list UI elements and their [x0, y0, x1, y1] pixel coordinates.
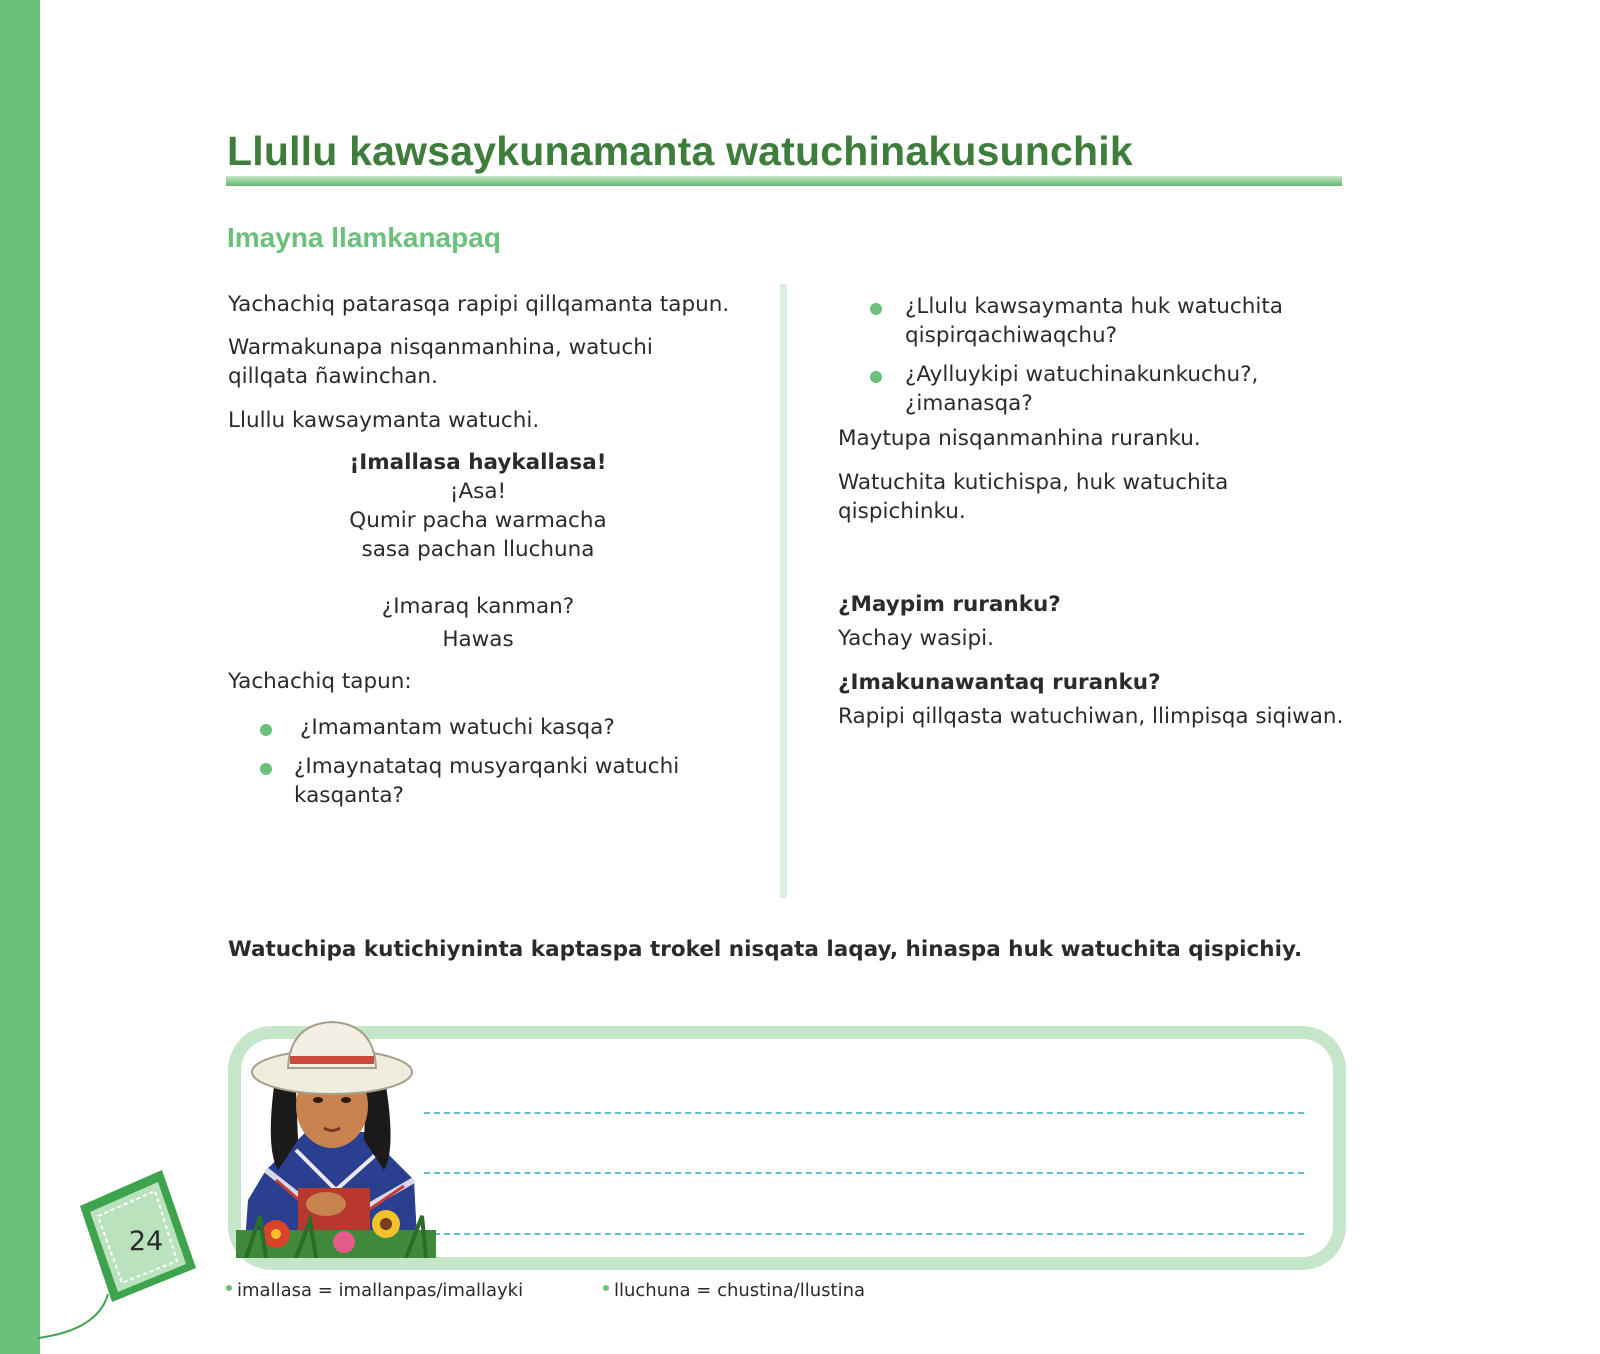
- footnote-dot: [226, 1285, 232, 1291]
- column-divider: [780, 284, 787, 898]
- writing-line-1[interactable]: [424, 1112, 1304, 1114]
- riddle-poem: [228, 448, 728, 654]
- bullet-dot: [870, 371, 882, 383]
- bullet-dot: [260, 763, 272, 775]
- riddle-line-3: Qumir pacha warmacha: [349, 508, 607, 533]
- footnote-1: [226, 1280, 523, 1301]
- footnote-2: [603, 1280, 865, 1301]
- riddle-line-2: ¡Asa!: [449, 479, 507, 504]
- paragraph-2: Warmakunapa nisqanmanhina, watuchi qillqata ñawinchan.: [228, 335, 653, 389]
- paragraph-1: Yachachiq patarasqa rapipi qillqamanta tapun.: [228, 292, 730, 317]
- writing-line-3[interactable]: [424, 1233, 1304, 1235]
- where-question: ¿Maypim ruranku?: [838, 592, 1061, 617]
- left-side-bar: [0, 0, 40, 1354]
- paragraph-3: Llullu kawsaymanta watuchi.: [228, 408, 540, 433]
- paragraph-4: Maytupa nisqanmanhina ruranku.: [838, 426, 1201, 451]
- where-answer: Yachay wasipi.: [838, 626, 994, 651]
- section-subtitle: Imayna llamkanapaq: [227, 222, 501, 253]
- kite-string: [38, 1294, 118, 1354]
- activity-instruction: Watuchipa kutichiyninta kaptaspa trokel nisqata laqay, hinaspa huk watuchita qispichiy.: [228, 937, 1303, 962]
- riddle-question: ¿Imaraq kanman?: [381, 594, 575, 619]
- title-underline: [226, 176, 1342, 186]
- riddle-line-4: sasa pachan lluchuna: [361, 537, 595, 562]
- bullet-text: ¿Llulu kawsaymanta huk watuchita qispirqachiwaqchu?: [905, 294, 1283, 348]
- materials-question: ¿Imakunawantaq ruranku?: [838, 670, 1161, 695]
- footnote-text: lluchuna = chustina/llustina: [614, 1280, 866, 1301]
- writing-line-2[interactable]: [424, 1172, 1304, 1174]
- riddle-line-1: ¡Imallasa haykallasa!: [349, 450, 607, 475]
- ask-intro: Yachachiq tapun:: [228, 669, 412, 694]
- bullet-text: ¿Aylluykipi watuchinakunkuchu?, ¿imanasqa?: [905, 362, 1259, 416]
- bullet-dot: [260, 724, 272, 736]
- page-title: Llullu kawsaykunamanta watuchinakusunchik: [227, 128, 1133, 174]
- bullet-text: ¿Imamantam watuchi kasqa?: [300, 715, 615, 740]
- paragraph-5: Watuchita kutichispa, huk watuchita qispichinku.: [838, 470, 1229, 524]
- materials-answer: Rapipi qillqasta watuchiwan, llimpisqa siqiwan.: [838, 704, 1344, 729]
- andean-girl-illustration: [236, 1020, 436, 1258]
- riddle-answer: Hawas: [442, 627, 514, 652]
- bullet-text: ¿Imaynatataq musyarqanki watuchi kasqanta?: [294, 754, 680, 808]
- footnote-dot: [603, 1285, 609, 1291]
- bullet-dot: [870, 303, 882, 315]
- footnote-text: imallasa = imallanpas/imallayki: [237, 1280, 524, 1301]
- page-number: 24: [128, 1226, 164, 1257]
